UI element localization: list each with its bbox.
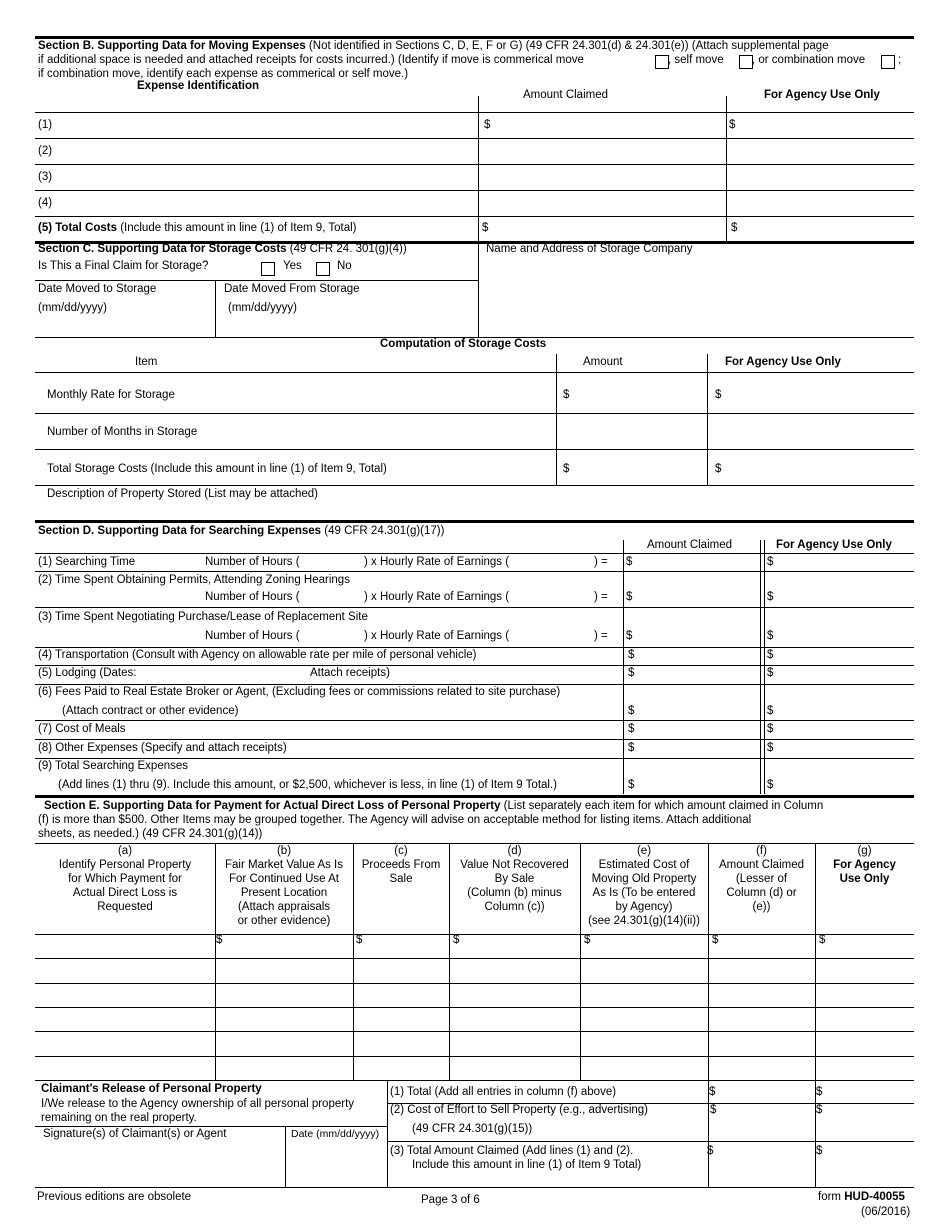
- number-of-hours-label: Number of Hours (: [205, 630, 300, 642]
- dollar-sign: $: [626, 630, 633, 642]
- rule: [35, 1126, 387, 1127]
- col-a-header: (a) Identify Personal Property for Which Payment for Actual Direct Loss is Requested: [58, 845, 192, 913]
- signature-label: Signature(s) of Claimant(s) or Agent: [43, 1128, 227, 1140]
- col-g-header-label: For Agency Use Only: [833, 859, 896, 885]
- rule: [35, 684, 914, 685]
- agency-use-header: For Agency Use Only: [776, 539, 892, 551]
- dollar-sign: $: [628, 667, 635, 679]
- section-b-divider-1: [478, 96, 479, 242]
- date-moved-to-label: Date Moved to Storage: [38, 283, 157, 295]
- equals: ) =: [594, 630, 608, 642]
- dollar-sign: $: [563, 389, 570, 401]
- dollar-sign: $: [710, 1104, 717, 1116]
- yes-label: Yes: [283, 260, 302, 272]
- total-searching-note: (Add lines (1) thru (9). Include this amount, or $2,500, whichever is less, in line (1) of Item 9 Total.): [58, 779, 557, 791]
- total-storage-label: Total Storage Costs (Include this amount in line (1) of Item 9, Total): [47, 463, 387, 475]
- dollar-sign: $: [482, 222, 489, 234]
- release-date-label: Date (mm/dd/yyyy): [291, 1128, 380, 1140]
- rule: [35, 413, 914, 414]
- footer-rule: [35, 1187, 914, 1188]
- expense-identification-header: Expense Identification: [137, 80, 260, 92]
- release-text: I/We release to the Agency ownership of all personal property remaining on the real property.: [41, 1098, 355, 1124]
- permits-label: (2) Time Spent Obtaining Permits, Attending Zoning Hearings: [38, 574, 350, 586]
- other-expenses-label: (8) Other Expenses (Specify and attach receipts): [38, 742, 287, 754]
- hourly-rate-label: ) x Hourly Rate of Earnings (: [364, 556, 510, 568]
- dollar-sign: $: [767, 742, 774, 754]
- section-b-top-rule: [35, 36, 914, 39]
- rule: [35, 983, 914, 984]
- form-number: form HUD-40055: [818, 1191, 905, 1203]
- number-of-hours-label: Number of Hours (: [205, 556, 300, 568]
- rule: [35, 449, 914, 450]
- rule: [35, 958, 914, 959]
- combination-move-label: , or combination move: [752, 54, 866, 66]
- totals-divider-1: [708, 1080, 709, 1187]
- self-move-checkbox[interactable]: [739, 55, 753, 69]
- rule: [35, 553, 914, 554]
- rule: [35, 665, 914, 666]
- computation-title: Computation of Storage Costs: [380, 338, 547, 350]
- commercial-move-checkbox[interactable]: [655, 55, 669, 69]
- amount-header: Amount: [583, 356, 623, 368]
- amount-claimed-header: Amount Claimed: [523, 89, 609, 101]
- agency-use-header: For Agency Use Only: [764, 89, 880, 101]
- dollar-sign: $: [729, 119, 736, 131]
- months-label: Number of Months in Storage: [47, 426, 198, 438]
- negotiating-label: (3) Time Spent Negotiating Purchase/Lease of Replacement Site: [38, 611, 368, 623]
- section-c-divider: [478, 244, 479, 338]
- section-d-divider-2: [760, 540, 765, 794]
- dollar-sign: $: [626, 591, 633, 603]
- expense-row-label: (1): [38, 119, 53, 131]
- monthly-rate-label: Monthly Rate for Storage: [47, 389, 175, 401]
- section-d-top-rule: [35, 520, 914, 523]
- rule: [35, 216, 914, 217]
- rule: [387, 1141, 914, 1142]
- semicolon: ;: [898, 54, 902, 66]
- expense-row-label: (4): [38, 197, 53, 209]
- hourly-rate-label: ) x Hourly Rate of Earnings (: [364, 630, 510, 642]
- form-date: (06/2016): [861, 1206, 911, 1218]
- self-move-label: , self move: [668, 54, 724, 66]
- rule: [35, 1056, 914, 1057]
- rule: [35, 758, 914, 759]
- dollar-sign: $: [628, 742, 635, 754]
- dollar-sign: $: [731, 222, 738, 234]
- rule: [35, 607, 914, 608]
- number-of-hours-label: Number of Hours (: [205, 591, 300, 603]
- no-label: No: [337, 260, 352, 272]
- dollar-sign: $: [584, 934, 591, 946]
- dollar-sign: $: [453, 934, 460, 946]
- dollar-sign: $: [707, 1145, 714, 1157]
- final-claim-no-checkbox[interactable]: [316, 262, 330, 276]
- dollar-sign: $: [709, 1086, 716, 1098]
- col-b-header: (b) Fair Market Value As Is For Continued Use At Present Location (Attach appraisals or other evidence): [224, 845, 344, 927]
- rule: [35, 485, 914, 486]
- dollar-sign: $: [767, 705, 774, 717]
- section-b-line3: if combination move, identify each expense as commerical or self move.): [38, 68, 409, 80]
- section-e-title: Section E. Supporting Data for Payment for Actual Direct Loss of Personal Property (List separately each item for which amount claimed in Column: [44, 800, 824, 812]
- rule: [35, 720, 914, 721]
- signature-divider: [285, 1126, 286, 1187]
- col-e-header: (e) Estimated Cost of Moving Old Property As Is (To be entered by Agency) (see 24.301(g)(14)(ii)): [588, 845, 700, 927]
- section-d-title: Section D. Supporting Data for Searching Expenses (49 CFR 24.301(g)(17)): [38, 525, 445, 537]
- hourly-rate-label: ) x Hourly Rate of Earnings (: [364, 591, 510, 603]
- lodging-label: (5) Lodging (Dates:: [38, 667, 137, 679]
- final-claim-yes-checkbox[interactable]: [261, 262, 275, 276]
- dollar-sign: $: [767, 649, 774, 661]
- rule: [35, 164, 914, 165]
- combination-move-checkbox[interactable]: [881, 55, 895, 69]
- date-format: (mm/dd/yyyy): [228, 302, 297, 314]
- dollar-sign: $: [712, 934, 719, 946]
- total-claimed-note: Include this amount in line (1) of Item 9 Total): [412, 1159, 642, 1171]
- totals-divider-2: [815, 1080, 816, 1187]
- section-e-line2: (f) is more than $500. Other Items may be grouped together. The Agency will advise on acceptable method for listing items. Attach additional: [38, 814, 752, 826]
- property-description-label: Description of Property Stored (List may be attached): [47, 488, 319, 500]
- section-d-divider-1: [623, 540, 624, 794]
- equals: ) =: [594, 556, 608, 568]
- dollar-sign: $: [767, 630, 774, 642]
- dollar-sign: $: [816, 1086, 823, 1098]
- expense-row-label: (3): [38, 171, 53, 183]
- rule: [35, 280, 478, 281]
- page-number: Page 3 of 6: [421, 1194, 480, 1206]
- amount-claimed-header: Amount Claimed: [647, 539, 733, 551]
- date-format: (mm/dd/yyyy): [38, 302, 107, 314]
- dollar-sign: $: [628, 723, 635, 735]
- dollar-sign: $: [626, 556, 633, 568]
- expense-row-label: (2): [38, 145, 53, 157]
- cost-effort-label: (2) Cost of Effort to Sell Property (e.g., advertising): [390, 1104, 649, 1116]
- date-divider: [215, 280, 216, 337]
- col-g-header: (g): [857, 845, 872, 857]
- equals: ) =: [594, 591, 608, 603]
- release-divider: [387, 1080, 388, 1187]
- col-f-header: (f) Amount Claimed (Lesser of Column (d) or (e)): [718, 845, 804, 913]
- dollar-sign: $: [715, 463, 722, 475]
- section-e-top-rule: [35, 795, 914, 798]
- dollar-sign: $: [819, 934, 826, 946]
- dollar-sign: $: [628, 649, 635, 661]
- dollar-sign: $: [356, 934, 363, 946]
- rule: [35, 1031, 914, 1032]
- dollar-sign: $: [767, 723, 774, 735]
- rule: [35, 138, 914, 139]
- section-b-line2: if additional space is needed and attached receipts for costs incurred.) (Identify if move is commerical move: [38, 54, 584, 66]
- total-costs-label: (5) Total Costs (Include this amount in line (1) of Item 9, Total): [38, 222, 357, 234]
- section-e-line3: sheets, as needed.) (49 CFR 24.301(g)(14)): [38, 828, 263, 840]
- section-b-line1: Section B. Supporting Data for Moving Expenses (Not identified in Sections C, D, E, F or G) (49 CFR 24.301(d) & 24.301(e)) (Attach supplemental page: [38, 40, 829, 52]
- rule: [35, 934, 914, 935]
- date-moved-from-label: Date Moved From Storage: [224, 283, 360, 295]
- storage-company-label: Name and Address of Storage Company: [486, 243, 693, 255]
- final-claim-question: Is This a Final Claim for Storage?: [38, 260, 209, 272]
- lodging-receipts-label: Attach receipts): [310, 667, 390, 679]
- cost-effort-cfr: (49 CFR 24.301(g)(15)): [412, 1123, 533, 1135]
- dollar-sign: $: [816, 1145, 823, 1157]
- dollar-sign: $: [628, 705, 635, 717]
- broker-fees-label: (6) Fees Paid to Real Estate Broker or Agent, (Excluding fees or commissions related to site purchase): [38, 686, 561, 698]
- dollar-sign: $: [484, 119, 491, 131]
- col-d-header: (d) Value Not Recovered By Sale (Column (b) minus Column (c)): [460, 845, 569, 913]
- dollar-sign: $: [715, 389, 722, 401]
- rule: [35, 647, 914, 648]
- rule: [35, 1080, 914, 1081]
- col-c-header: (c) Proceeds From Sale: [361, 845, 441, 885]
- transportation-label: (4) Transportation (Consult with Agency on allowable rate per mile of personal vehicle): [38, 649, 477, 661]
- dollar-sign: $: [767, 556, 774, 568]
- dollar-sign: $: [563, 463, 570, 475]
- dollar-sign: $: [216, 934, 223, 946]
- dollar-sign: $: [816, 1104, 823, 1116]
- release-title: Claimant's Release of Personal Property: [41, 1083, 262, 1095]
- dollar-sign: $: [767, 779, 774, 791]
- section-c-title: Section C. Supporting Data for Storage Costs (49 CFR 24. 301(g)(4)): [38, 243, 407, 255]
- rule: [35, 1007, 914, 1008]
- total-col-f-label: (1) Total (Add all entries in column (f) above): [390, 1086, 617, 1098]
- previous-editions-note: Previous editions are obsolete: [37, 1191, 192, 1203]
- broker-fees-note: (Attach contract or other evidence): [62, 705, 239, 717]
- total-claimed-label: (3) Total Amount Claimed (Add lines (1) and (2).: [390, 1145, 634, 1157]
- agency-use-header: For Agency Use Only: [725, 356, 841, 368]
- total-searching-label: (9) Total Searching Expenses: [38, 760, 189, 772]
- computation-divider-1: [556, 354, 557, 485]
- rule: [35, 112, 914, 113]
- rule: [35, 739, 914, 740]
- rule: [35, 190, 914, 191]
- rule: [35, 372, 914, 373]
- dollar-sign: $: [628, 779, 635, 791]
- dollar-sign: $: [767, 591, 774, 603]
- section-b-divider-2: [726, 96, 727, 242]
- item-header: Item: [135, 356, 158, 368]
- meals-label: (7) Cost of Meals: [38, 723, 126, 735]
- dollar-sign: $: [767, 667, 774, 679]
- computation-divider-2: [707, 354, 708, 485]
- rule: [35, 571, 914, 572]
- searching-time-label: (1) Searching Time: [38, 556, 136, 568]
